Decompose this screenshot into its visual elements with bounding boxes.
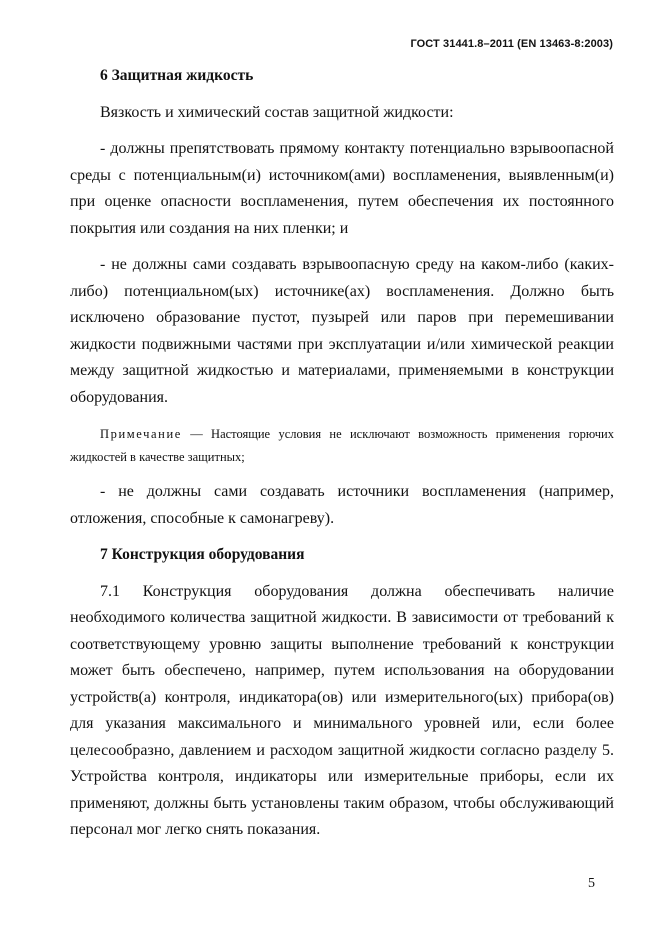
note-label: Примечание bbox=[100, 427, 182, 441]
section-7-heading: 7 Конструкция оборудования bbox=[100, 546, 305, 563]
section-6-item-2: - не должны сами создавать взрывоопасную среду на каком-либо (каких-либо) потенциальном(ых) источнике(ах) воспламенения. Должно быть исключено образование пустот, пузырей или паров при перемешивании жидкости подвижными частями при эксплуатации и/или химической реакции между защитной жидкостью и материалами, применяемыми в конструкции оборудования. bbox=[70, 256, 614, 406]
section-6-item-1: - должны препятствовать прямому контакту потенциально взрывоопасной среды с потенциальным(и) источником(ами) воспламенения, выявленным(и) при оценке опасности воспламенения, путем обеспечения их постоянного покрытия или создания на них пленки; и bbox=[70, 140, 614, 237]
section-7-1-paragraph: 7.1 Конструкция оборудования должна обеспечивать наличие необходимого количества защитной жидкости. В зависимости от требований к соответствующему уровню защиты выполнение требований к конструкции может быть обеспечено, например, путем использования на оборудовании устройств(а) контроля, индикатора(ов) или измерительного(ых) прибора(ов) для указания максимального и минимального уровней или, если более целесообразно, давлением и расходом защитной жидкости согласно разделу 5. Устройства контроля, индикаторы или измерительные приборы, если их применяют, должны быть установлены таким образом, чтобы обслуживающий персонал мог легко снять показания. bbox=[70, 582, 614, 838]
standard-header: ГОСТ 31441.8–2011 (EN 13463-8:2003) bbox=[410, 38, 613, 50]
section-6-intro: Вязкость и химический состав защитной жидкости: bbox=[100, 103, 454, 121]
section-6-item-3: - не должны сами создавать источники воспламенения (например, отложения, способные к самонагреву). bbox=[70, 483, 614, 527]
page-content bbox=[70, 63, 614, 844]
page-number: 5 bbox=[588, 876, 595, 891]
note-text: — Настоящие условия не исключают возможность применения горючих жидкостей в качестве защитных; bbox=[70, 427, 614, 464]
note-paragraph bbox=[70, 423, 614, 469]
section-6-heading: 6 Защитная жидкость bbox=[100, 67, 254, 84]
